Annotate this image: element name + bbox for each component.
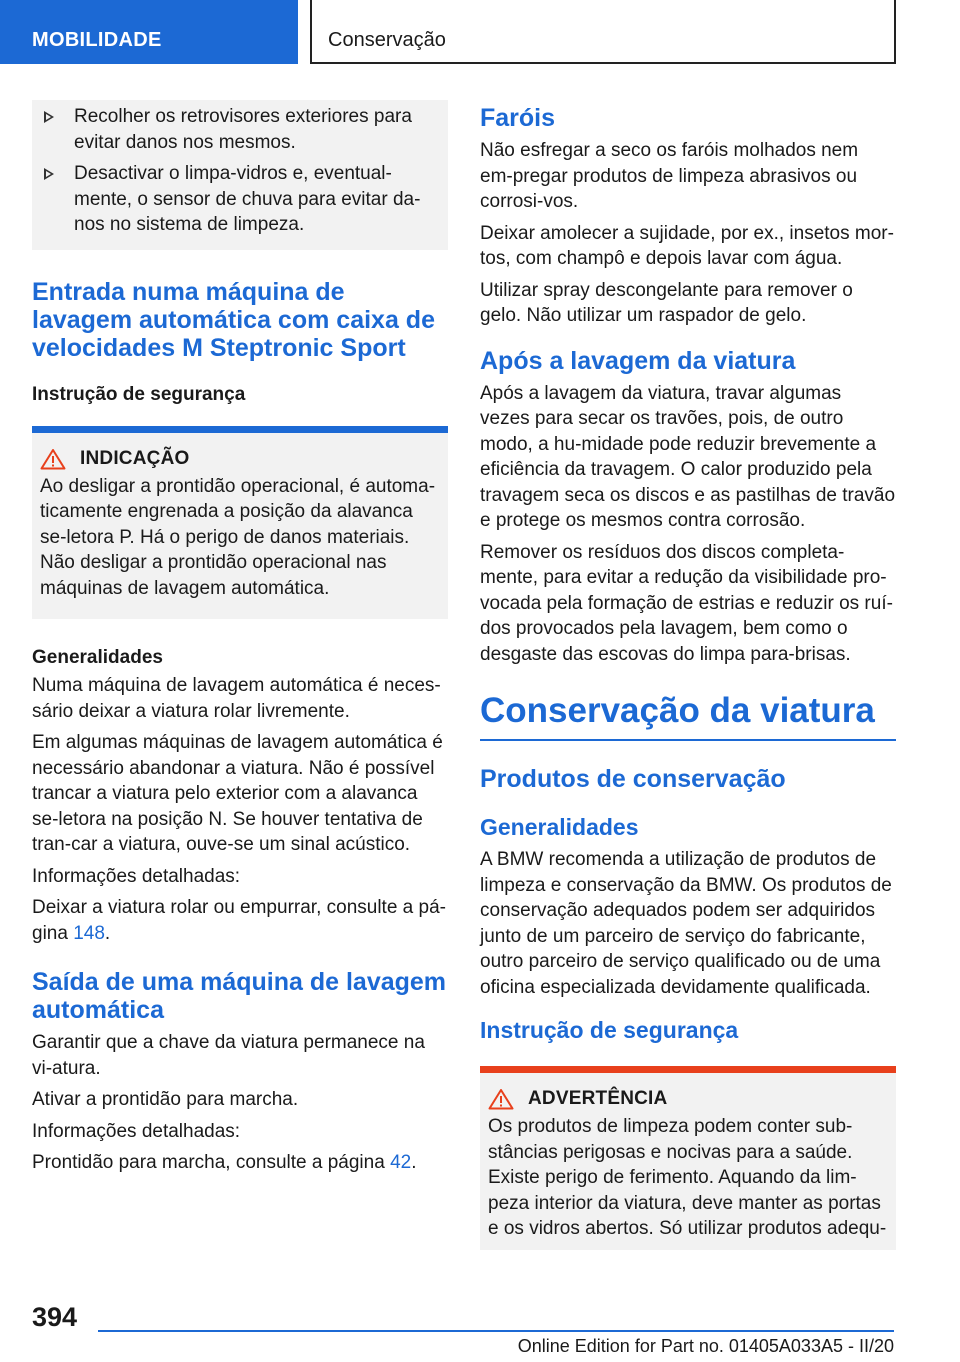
paragraph: Remover os resíduos dos discos completa-mente, para evitar a redução da visibilidade pro-vocada pela formação de estrias e reduzir os ruí-dos provocados pela lavagem, bem como o desgaste das escovas do limpa para-brisas. (480, 541, 893, 665)
page-link-148[interactable]: 148 (73, 922, 105, 944)
notice-text: Ao desligar a prontidão operacional, é automa-ticamente engrenada a posição da alavanca se-letora P. Há o perigo de danos materiais. Não desligar a prontidão operacional nas máquinas de lavagem automática. (40, 475, 436, 599)
notice-title-row (40, 448, 440, 470)
paragraph: Numa máquina de lavagem automática é neces-sário deixar a viatura rolar livremente. (32, 675, 441, 722)
paragraph: Informações detalhadas: (32, 1120, 241, 1142)
heading-generalidades: Generalidades (480, 814, 639, 840)
header-section-tab (0, 0, 298, 64)
paragraph: A BMW recomenda a utilização de produtos de limpeza e conservação da BMW. Os produtos de conservação adequados podem ser adquiridos junto de um parceiro de serviço do fabricante, outro parceiro de serviço qualificado ou de uma oficina especializada devidamente qualificada. (480, 849, 892, 998)
paragraph: Ativar a prontidão para marcha. (32, 1089, 299, 1110)
header-chapter-label: Conservação (328, 29, 446, 51)
paragraph-text: Prontidão para marcha, consulte a página (32, 1152, 391, 1173)
list-item (42, 161, 438, 238)
warning-triangle-icon (40, 448, 66, 470)
warning-text: Os produtos de limpeza podem conter sub-stâncias perigosas e nocivas para a saúde. Existe perigo de ferimento. Aquando da lim-peza interior da viatura, deve manter as portas e os vidros abertos. Só utilizar produtos adequ- (488, 1116, 887, 1239)
heading-rule (480, 739, 896, 741)
paragraph: Utilizar spray descongelante para remover o gelo. Não utilizar um raspador de gelo. (480, 279, 853, 326)
triangle-bullet-icon (44, 168, 54, 180)
heading-entrada-lavagem: Entrada numa máquina de lavagem automática com caixa de velocidades M Steptronic Sport (32, 277, 435, 362)
heading-farois: Faróis (480, 104, 556, 132)
subheading-generalidades: Generalidades (32, 647, 163, 668)
footer-rule (98, 1330, 894, 1332)
paragraph-with-link (32, 895, 448, 946)
notice-bar (32, 426, 448, 433)
paragraph-end: . (104, 922, 111, 944)
page-number: 394 (32, 1302, 78, 1332)
heading-saida-lavagem: Saída de uma máquina de lavagem automática (32, 968, 447, 1024)
heading-conservacao-viatura: Conservação da viatura (480, 691, 875, 730)
heading-produtos-conservacao: Produtos de conservação (480, 765, 786, 793)
header-chapter-tab (310, 0, 896, 64)
paragraph: Deixar amolecer a sujidade, por ex., insetos mor-tos, com champô e depois lavar com água. (480, 222, 894, 269)
notice-box (32, 426, 448, 620)
list-item-text: Desactivar o limpa-vidros e, eventual-mente, o sensor de chuva para evitar da-nos no sistema de limpeza. (74, 163, 421, 235)
paragraph: Não esfregar a seco os faróis molhados nem em-pregar produtos de limpeza abrasivos ou corrosi-vos. (480, 140, 859, 212)
notice-title: INDICAÇÃO (80, 447, 190, 469)
heading-apos-lavagem: Após a lavagem da viatura (480, 346, 796, 375)
triangle-bullet-icon (44, 111, 54, 123)
paragraph: Após a lavagem da viatura, travar algumas vezes para secar os travões, pois, de outro modo, a hu-midade pode reduzir brevemente a eficiência da travagem. O calor produzido pela travagem seca os discos e as pastilhas de travão e protege os mesmos contra corrosão. (480, 382, 896, 531)
right-column (480, 100, 896, 1250)
warning-box (480, 1066, 896, 1250)
list-item (42, 104, 438, 155)
paragraph: Garantir que a chave da viatura permanece na vi-atura. (32, 1032, 425, 1079)
subheading-instrucao-seguranca: Instrução de segurança (32, 383, 246, 405)
warning-title-row (488, 1088, 888, 1110)
paragraph: Em algumas máquinas de lavagem automática é necessário abandonar a viatura. Não é possível trancar a viatura pelo exterior com a alavanca se-letora na posição N. Se houver tentativa de tran-car a viatura, ouve-se um sinal acústico. (32, 732, 443, 855)
warning-title: ADVERTÊNCIA (528, 1088, 668, 1109)
warning-bar (480, 1066, 896, 1073)
paragraph: Informações detalhadas: (32, 865, 241, 887)
page-link-42[interactable]: 42 (390, 1152, 412, 1173)
paragraph-text: Deixar a viatura rolar ou empurrar, consulte a pá-gina (32, 897, 446, 944)
left-column (32, 100, 448, 1182)
warning-triangle-icon (488, 1088, 514, 1110)
steps-list-box (32, 100, 448, 250)
heading-instrucao-seguranca: Instrução de segurança (480, 1017, 739, 1043)
header-section-label: MOBILIDADE (32, 29, 162, 51)
footer-edition: Online Edition for Part no. 01405A033A5 - II/20 (517, 1336, 894, 1356)
paragraph-with-link (32, 1150, 448, 1176)
paragraph-end: . (411, 1152, 417, 1173)
list-item-text: Recolher os retrovisores exteriores para evitar danos nos mesmos. (74, 106, 412, 153)
